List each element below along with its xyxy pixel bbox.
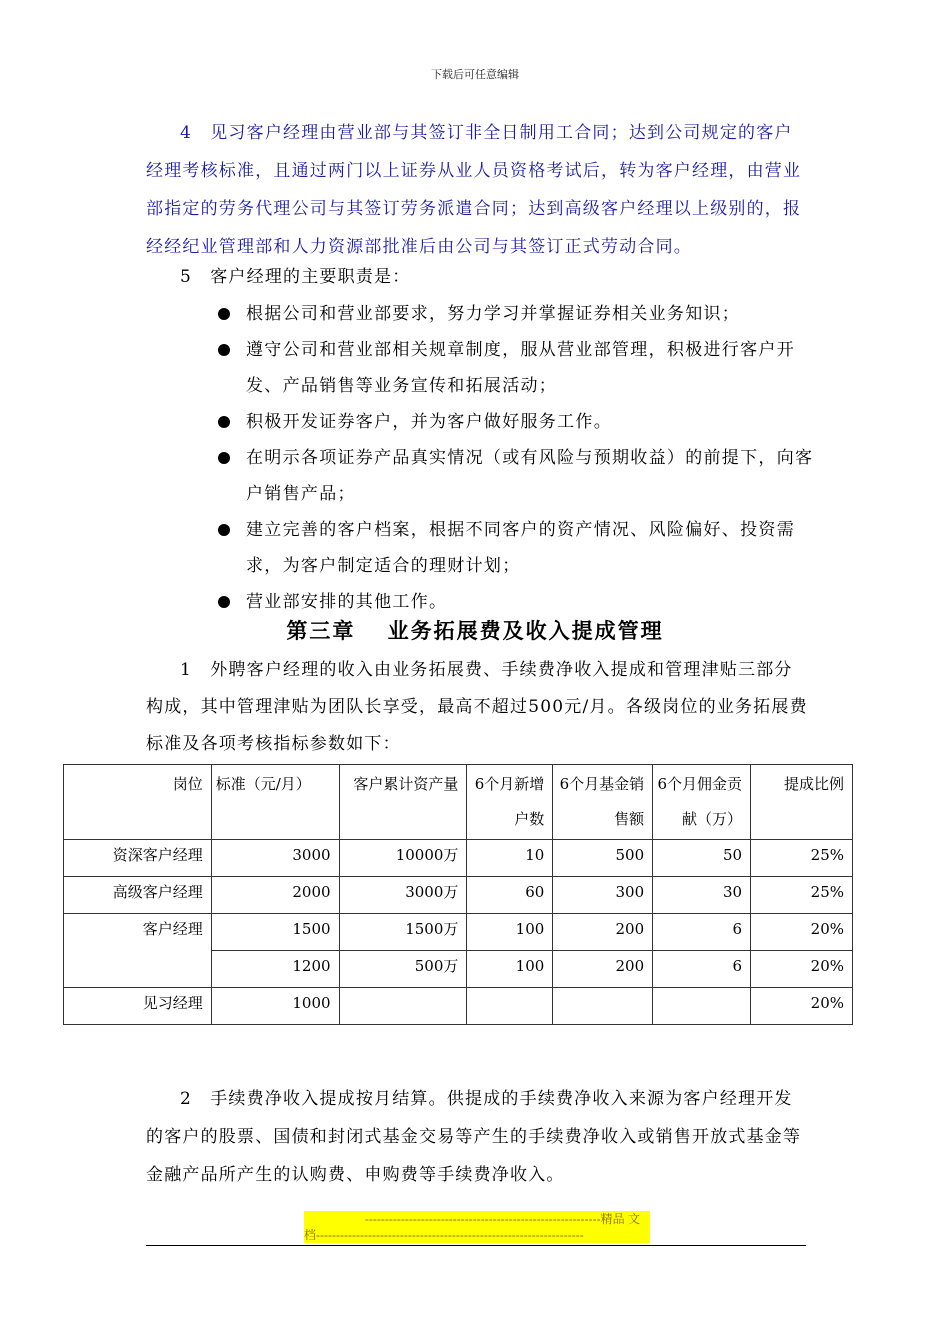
- list-item: [216, 512, 816, 584]
- footer-divider: [146, 1245, 806, 1246]
- table-row: [64, 840, 853, 877]
- table-header-cell: 6个月佣金贡献（万）: [653, 765, 751, 840]
- table-cell: 25%: [751, 840, 853, 877]
- table-cell: 1200: [211, 951, 339, 988]
- table-cell: 50: [653, 840, 751, 877]
- fee-table: [63, 764, 853, 1025]
- table-cell: 6: [653, 914, 751, 951]
- table-cell: [553, 988, 653, 1025]
- table-cell: [339, 988, 467, 1025]
- table-cell: [653, 988, 751, 1025]
- table-cell: 300: [553, 877, 653, 914]
- duties-list: [216, 296, 816, 620]
- table-cell: 客户经理: [64, 914, 212, 988]
- table-header-cell: 提成比例: [751, 765, 853, 840]
- table-cell: 60: [467, 877, 553, 914]
- footer-line-1: -----------------------------------------------------------精品 文: [364, 1212, 640, 1226]
- list-item-text: 积极开发证券客户，并为客户做好服务工作。: [246, 412, 612, 432]
- bullet-icon: [218, 596, 230, 608]
- table-cell: 10: [467, 840, 553, 877]
- list-item: [216, 440, 816, 512]
- table-cell: 高级客户经理: [64, 877, 212, 914]
- table-cell: 3000万: [339, 877, 467, 914]
- list-item-text: 建立完善的客户档案，根据不同客户的资产情况、风险偏好、投资需求，为客户制定适合的理财计划；: [246, 520, 795, 576]
- table-cell: 1500: [211, 914, 339, 951]
- bullet-icon: [218, 344, 230, 356]
- table-cell: 3000: [211, 840, 339, 877]
- chapter-title: 第三章 业务拓展费及收入提成管理: [286, 618, 664, 643]
- table-cell: 20%: [751, 951, 853, 988]
- table-cell: 6: [653, 951, 751, 988]
- table-header-cell: 标准（元/月）: [211, 765, 339, 840]
- table-cell: 1500万: [339, 914, 467, 951]
- bullet-icon: [218, 308, 230, 320]
- table-cell: 30: [653, 877, 751, 914]
- list-item: [216, 404, 816, 440]
- list-item-text: 营业部安排的其他工作。: [246, 592, 448, 612]
- table-cell: [467, 988, 553, 1025]
- table-cell: 25%: [751, 877, 853, 914]
- paragraph-2: 2 手续费净收入提成按月结算。供提成的手续费净收入来源为客户经理开发的客户的股票、国债和封闭式基金交易等产生的手续费净收入或销售开放式基金等金融产品所产生的认购费、申购费等手续费净收入。: [146, 1089, 802, 1185]
- table-header-cell: 客户累计资产量: [339, 765, 467, 840]
- table-cell: 200: [553, 914, 653, 951]
- paragraph-1: 1 外聘客户经理的收入由业务拓展费、手续费净收入提成和管理津贴三部分构成，其中管理津贴为团队长享受，最高不超过500元/月。各级岗位的业务拓展费标准及各项考核指标参数如下：: [146, 660, 808, 754]
- list-item-text: 在明示各项证券产品真实情况（或有风险与预期收益）的前提下，向客户销售产品；: [246, 448, 814, 504]
- table-header-cell: 6个月新增户数: [467, 765, 553, 840]
- bullet-icon: [218, 416, 230, 428]
- paragraph-5: 5 客户经理的主要职责是：: [180, 267, 411, 287]
- footer-highlight: [304, 1211, 650, 1243]
- table-row: [64, 877, 853, 914]
- table-cell: 2000: [211, 877, 339, 914]
- table-cell: 资深客户经理: [64, 840, 212, 877]
- table-cell: 1000: [211, 988, 339, 1025]
- table-cell: 见习经理: [64, 988, 212, 1025]
- table-header-row: [64, 765, 853, 840]
- table-cell: 20%: [751, 988, 853, 1025]
- table-cell: 500: [553, 840, 653, 877]
- table-cell: 10000万: [339, 840, 467, 877]
- list-item: [216, 296, 816, 332]
- table-row: [64, 988, 853, 1025]
- table-cell: 100: [467, 914, 553, 951]
- paragraph-4: 4 见习客户经理由营业部与其签订非全日制用工合同；达到公司规定的客户经理考核标准，且通过两门以上证券从业人员资格考试后，转为客户经理，由营业部指定的劳务代理公司与其签订劳务派遣合同；达到高级客户经理以上级别的，报经经纪业管理部和人力资源部批准后由公司与其签订正式劳动合同。: [146, 123, 802, 257]
- table-cell: 200: [553, 951, 653, 988]
- bullet-icon: [218, 452, 230, 464]
- table-cell: 100: [467, 951, 553, 988]
- list-item-text: 遵守公司和营业部相关规章制度，服从营业部管理，积极进行客户开发、产品销售等业务宣传和拓展活动；: [246, 340, 795, 396]
- list-item: [216, 332, 816, 404]
- list-item-text: 根据公司和营业部要求，努力学习并掌握证券相关业务知识；: [246, 304, 741, 324]
- table-row: [64, 914, 853, 951]
- table-cell: 500万: [339, 951, 467, 988]
- table-header-cell: 6个月基金销售额: [553, 765, 653, 840]
- bullet-icon: [218, 524, 230, 536]
- table-cell: 20%: [751, 914, 853, 951]
- table-header-cell: 岗位: [64, 765, 212, 840]
- page-header-note: 下载后可任意编辑: [431, 68, 519, 81]
- footer-line-2: 档-------------------------------------------------------------------: [304, 1228, 584, 1242]
